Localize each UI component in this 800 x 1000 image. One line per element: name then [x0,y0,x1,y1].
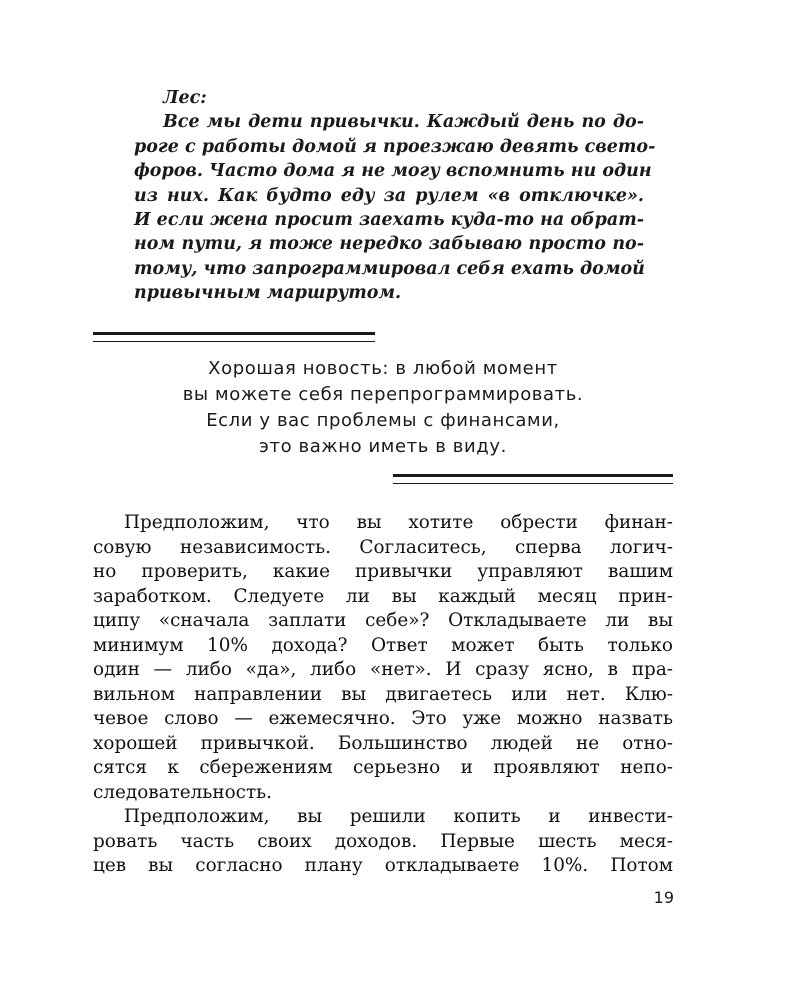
quote-line: И если жена просит заехать куда-то на обрат- [134,210,644,231]
body-line: но проверить, какие привычки управляют вашим [93,561,673,582]
body-line: вильном направлении вы двигаетесь или нет. Клю- [93,683,673,705]
quote-block [134,86,656,306]
callout-line: это важно иметь в виду. [259,436,507,457]
callout-text [110,356,656,460]
decorative-rule-top [93,332,375,342]
body-line: Предположим, вы решили копить и инвести- [124,806,673,827]
body-line: минимум 10% дохода? Ответ может быть только [93,634,673,656]
body-text [93,511,673,879]
callout-line: Если у вас проблемы с финансами, [206,410,560,431]
quote-line: ном пути, я тоже нередко забываю просто по- [134,234,644,255]
body-line: Предположим, что вы хотите обрести финан- [124,512,673,533]
quote-line: форов. Часто дома я не могу вспомнить ни один [134,161,652,182]
callout-line: вы можете себя перепрограммировать. [182,384,584,405]
body-line: один — либо «да», либо «нет». И сразу ясно, в пра- [93,659,673,680]
quote-line: привычным маршрутом. [134,283,402,304]
body-line: следовательность. [93,781,272,803]
page-number: 19 [653,888,674,907]
body-line: сятся к сбережениям серьезно и проявляют непо- [93,757,673,778]
quote-speaker: Лес: [163,88,207,108]
quote-line: Все мы дети привычки. Каждый день по до- [163,112,644,133]
quote-line: роге с работы домой я проезжаю девять свето- [134,136,656,157]
body-line: цев вы согласно плану откладываете 10%. Потом [93,855,673,876]
body-line: ципу «сначала заплати себе»? Откладываете ли вы [93,610,673,631]
body-line: ровать часть своих доходов. Первые шесть меся- [93,830,673,852]
body-line: заработком. Следуете ли вы каждый месяц прин- [93,585,673,607]
callout-line: Хорошая новость: в любой момент [208,358,558,379]
body-line: хорошей привычкой. Большинство людей не отно- [93,732,673,754]
body-line: чевое слово — ежемесячно. Это уже можно назвать [93,708,673,729]
body-line: совую независимость. Согласитесь, сперва логич- [93,536,673,558]
quote-line: тому, что запрограммировал себя ехать домой [134,258,645,279]
quote-line: из них. Как будто еду за рулем «в отключке». [134,185,644,206]
decorative-rule-bottom [393,474,673,484]
